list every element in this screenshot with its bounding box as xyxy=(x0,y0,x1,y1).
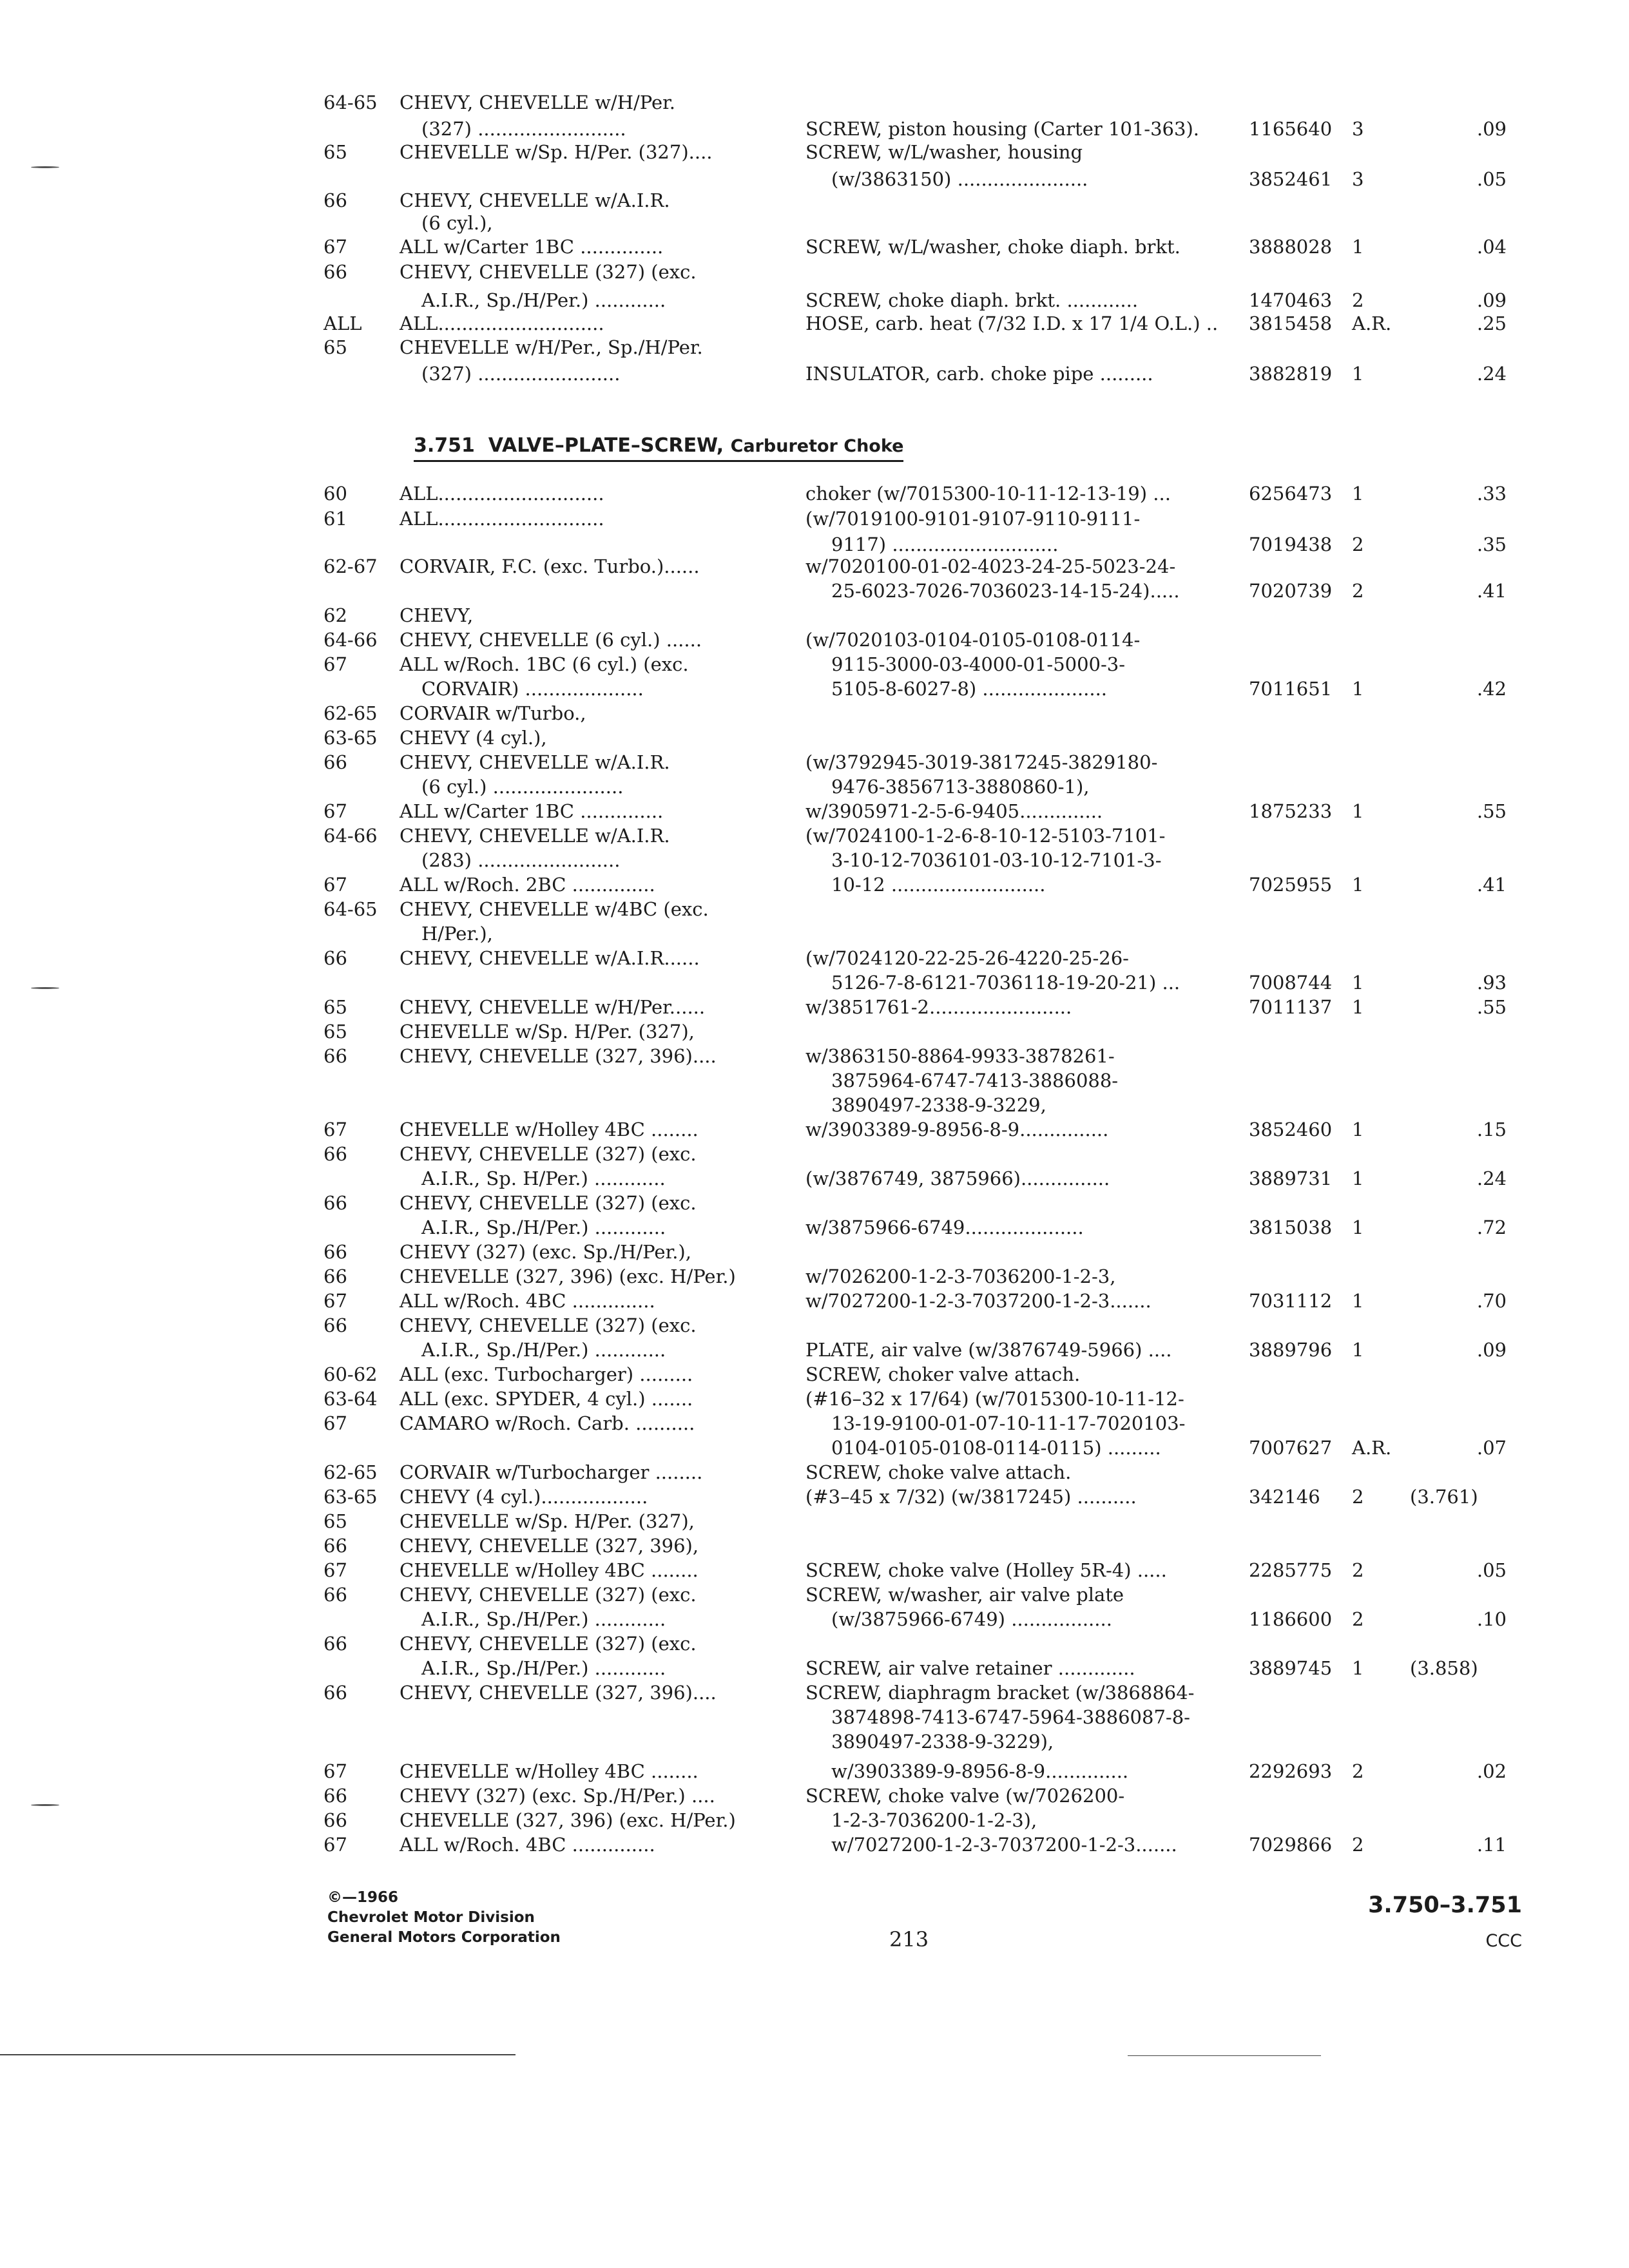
model-year: 60-62 xyxy=(323,1363,378,1385)
part-description: (w/7019100-9101-9107-9110-9111- xyxy=(805,508,1141,530)
part-description: SCREW, w/L/washer, housing xyxy=(805,141,1083,163)
application: CHEVELLE w/Sp. H/Per. (327), xyxy=(400,1021,695,1043)
model-year: 67 xyxy=(323,1559,347,1581)
scan-mark xyxy=(31,166,59,168)
quantity: 1 xyxy=(1352,1168,1364,1189)
part-number: 7029866 xyxy=(1249,1834,1333,1856)
quantity: 3 xyxy=(1352,118,1364,140)
model-year: 67 xyxy=(323,1119,347,1140)
application: ALL............................ xyxy=(400,483,604,505)
part-description: 3890497-2338-9-3229), xyxy=(831,1731,1054,1753)
part-number: 7031112 xyxy=(1249,1290,1333,1312)
part-number: 3889745 xyxy=(1249,1657,1333,1679)
section-range: 3.750–3.751 xyxy=(1368,1892,1522,1918)
part-number: 1186600 xyxy=(1249,1608,1333,1630)
part-description: w/3875966-6749.................... xyxy=(805,1216,1084,1238)
quantity: 1 xyxy=(1352,996,1364,1018)
model-year: ALL xyxy=(323,312,362,334)
part-number: 2292693 xyxy=(1249,1760,1333,1782)
application: CHEVY, CHEVELLE w/H/Per. xyxy=(400,91,676,113)
application: CHEVY, CHEVELLE w/H/Per...... xyxy=(400,996,706,1018)
model-year: 63-65 xyxy=(323,1486,378,1508)
application: CHEVY, CHEVELLE (6 cyl.) ...... xyxy=(400,629,702,651)
price: .93 xyxy=(1476,972,1507,994)
application: CHEVY (327) (exc. Sp./H/Per.), xyxy=(400,1241,691,1263)
part-number: 3852460 xyxy=(1249,1119,1333,1140)
application: CHEVY (327) (exc. Sp./H/Per.) .... xyxy=(400,1785,715,1807)
part-description: w/7027200-1-2-3-7037200-1-2-3....... xyxy=(805,1290,1152,1312)
model-year: 66 xyxy=(323,1785,347,1807)
bottom-rule-right xyxy=(1128,2055,1321,2056)
model-year: 66 xyxy=(323,1192,347,1214)
price: .09 xyxy=(1476,1339,1507,1361)
application: CHEVELLE w/Holley 4BC ........ xyxy=(400,1119,699,1140)
application: CHEVELLE w/Holley 4BC ........ xyxy=(400,1760,699,1782)
model-year: 67 xyxy=(323,874,347,896)
part-description: w/3851761-2........................ xyxy=(805,996,1072,1018)
part-description: (w/7024120-22-25-26-4220-25-26- xyxy=(805,947,1129,969)
model-year: 63-65 xyxy=(323,727,378,749)
model-year: 66 xyxy=(323,1584,347,1606)
part-description: SCREW, choke valve (Holley 5R-4) ..... xyxy=(805,1559,1167,1581)
part-description: w/3905971-2-5-6-9405.............. xyxy=(805,800,1103,822)
part-description: 3875964-6747-7413-3886088- xyxy=(831,1070,1119,1091)
application: CHEVY, CHEVELLE w/A.I.R. xyxy=(400,751,670,773)
part-description: SCREW, air valve retainer ............. xyxy=(805,1657,1135,1679)
part-description: (w/3876749, 3875966)............... xyxy=(805,1168,1110,1189)
application: A.I.R., Sp./H/Per.) ............ xyxy=(421,1608,666,1630)
part-description: 9117) ............................ xyxy=(831,533,1059,555)
application: CHEVY, CHEVELLE (327, 396).... xyxy=(400,1682,717,1704)
model-year: 67 xyxy=(323,653,347,675)
bottom-rule-left xyxy=(0,2054,516,2055)
application: CHEVY, xyxy=(400,604,474,626)
model-year: 66 xyxy=(323,751,347,773)
quantity: 1 xyxy=(1352,1657,1364,1679)
part-description: w/3903389-9-8956-8-9............... xyxy=(805,1119,1109,1140)
page-number: 213 xyxy=(889,1927,929,1952)
scan-mark xyxy=(31,987,59,989)
price: .02 xyxy=(1476,1760,1507,1782)
part-description: 3-10-12-7036101-03-10-12-7101-3- xyxy=(831,849,1162,871)
model-year: 61 xyxy=(323,508,347,530)
part-description: SCREW, choker valve attach. xyxy=(805,1363,1081,1385)
application: (327) ......................... xyxy=(421,118,626,140)
part-description: SCREW, diaphragm bracket (w/3868864- xyxy=(805,1682,1195,1704)
quantity: 2 xyxy=(1352,533,1364,555)
price: .25 xyxy=(1476,312,1507,334)
part-number: 7007627 xyxy=(1249,1437,1333,1459)
part-description: SCREW, choke valve (w/7026200- xyxy=(805,1785,1125,1807)
price: .09 xyxy=(1476,289,1507,311)
model-year: 66 xyxy=(323,1682,347,1704)
price: .72 xyxy=(1476,1216,1507,1238)
price: .05 xyxy=(1476,1559,1507,1581)
part-description: (#3–45 x 7/32) (w/3817245) .......... xyxy=(805,1486,1137,1508)
part-description: 0104-0105-0108-0114-0115) ......... xyxy=(831,1437,1161,1459)
application: ALL............................ xyxy=(400,312,604,334)
quantity: 1 xyxy=(1352,972,1364,994)
part-description: SCREW, choke valve attach. xyxy=(805,1461,1072,1483)
quantity: 2 xyxy=(1352,1760,1364,1782)
quantity: 2 xyxy=(1352,289,1364,311)
part-description: SCREW, w/washer, air valve plate xyxy=(805,1584,1124,1606)
part-number: 342146 xyxy=(1249,1486,1320,1508)
part-description: PLATE, air valve (w/3876749-5966) .... xyxy=(805,1339,1172,1361)
price: .70 xyxy=(1476,1290,1507,1312)
application: CORVAIR w/Turbocharger ........ xyxy=(400,1461,703,1483)
part-number: 1165640 xyxy=(1249,118,1333,140)
application: ALL w/Carter 1BC .............. xyxy=(400,236,664,258)
application: ALL w/Roch. 1BC (6 cyl.) (exc. xyxy=(400,653,689,675)
part-number: 6256473 xyxy=(1249,483,1333,505)
model-year: 62-65 xyxy=(323,1461,378,1483)
model-year: 64-66 xyxy=(323,629,378,651)
quantity: A.R. xyxy=(1352,312,1392,334)
model-year: 64-65 xyxy=(323,898,378,920)
model-year: 67 xyxy=(323,1290,347,1312)
part-number: 7011137 xyxy=(1249,996,1333,1018)
part-description: 3874898-7413-6747-5964-3886087-8- xyxy=(831,1706,1190,1728)
part-description: 10-12 .......................... xyxy=(831,874,1046,896)
application: CHEVELLE w/Sp. H/Per. (327), xyxy=(400,1510,695,1532)
part-number: 3882819 xyxy=(1249,363,1333,385)
price: .15 xyxy=(1476,1119,1507,1140)
part-number: 3889731 xyxy=(1249,1168,1333,1189)
model-year: 66 xyxy=(323,1314,347,1336)
quantity: 1 xyxy=(1352,1216,1364,1238)
part-number: 2285775 xyxy=(1249,1559,1333,1581)
application: CHEVY, CHEVELLE (327) (exc. xyxy=(400,1192,697,1214)
catalog-code: CCC xyxy=(1485,1931,1522,1951)
part-description: (#16–32 x 17/64) (w/7015300-10-11-12- xyxy=(805,1388,1184,1410)
part-description: choker (w/7015300-10-11-12-13-19) ... xyxy=(805,483,1171,505)
application: ALL w/Roch. 4BC .............. xyxy=(400,1834,655,1856)
application: CHEVY (4 cyl.), xyxy=(400,727,547,749)
part-description: 5126-7-8-6121-7036118-19-20-21) ... xyxy=(831,972,1181,994)
model-year: 65 xyxy=(323,141,347,163)
part-number: 7008744 xyxy=(1249,972,1333,994)
quantity: 1 xyxy=(1352,1339,1364,1361)
part-description: SCREW, w/L/washer, choke diaph. brkt. xyxy=(805,236,1181,258)
application: ALL w/Roch. 2BC .............. xyxy=(400,874,655,896)
model-year: 66 xyxy=(323,1143,347,1165)
price: (3.761) xyxy=(1410,1486,1478,1508)
application: CHEVELLE w/Holley 4BC ........ xyxy=(400,1559,699,1581)
part-description: w/3863150-8864-9933-3878261- xyxy=(805,1045,1115,1067)
application: CHEVY (4 cyl.).................. xyxy=(400,1486,648,1508)
model-year: 66 xyxy=(323,1045,347,1067)
price: .41 xyxy=(1476,874,1507,896)
section-number: 3.751 xyxy=(414,434,475,457)
price: (3.858) xyxy=(1410,1657,1478,1679)
quantity: 1 xyxy=(1352,1119,1364,1140)
part-number: 1470463 xyxy=(1249,289,1333,311)
price: .41 xyxy=(1476,580,1507,602)
division-name: Chevrolet Motor Division xyxy=(327,1909,535,1926)
part-number: 7020739 xyxy=(1249,580,1333,602)
application: CHEVY, CHEVELLE (327) (exc. xyxy=(400,261,697,283)
model-year: 66 xyxy=(323,1241,347,1263)
part-description: (w/3792945-3019-3817245-3829180- xyxy=(805,751,1158,773)
application: CAMARO w/Roch. Carb. .......... xyxy=(400,1412,695,1434)
model-year: 63-64 xyxy=(323,1388,378,1410)
part-description: SCREW, choke diaph. brkt. ............ xyxy=(805,289,1139,311)
part-description: SCREW, piston housing (Carter 101-363). xyxy=(805,118,1199,140)
section-subtitle: Carburetor Choke xyxy=(730,436,904,456)
application: CORVAIR, F.C. (exc. Turbo.)...... xyxy=(400,555,700,577)
model-year: 65 xyxy=(323,996,347,1018)
application: H/Per.), xyxy=(421,923,493,945)
model-year: 66 xyxy=(323,1809,347,1831)
quantity: 1 xyxy=(1352,483,1364,505)
model-year: 62-67 xyxy=(323,555,378,577)
part-description: (w/3875966-6749) ................. xyxy=(831,1608,1112,1630)
section-heading xyxy=(414,433,903,462)
quantity: 1 xyxy=(1352,874,1364,896)
quantity: 3 xyxy=(1352,168,1364,190)
part-description: w/7020100-01-02-4023-24-25-5023-24- xyxy=(805,555,1176,577)
corporation-name: General Motors Corporation xyxy=(327,1929,561,1946)
model-year: 65 xyxy=(323,1510,347,1532)
application: CHEVY, CHEVELLE w/A.I.R. xyxy=(400,825,670,847)
quantity: 1 xyxy=(1352,800,1364,822)
application: ALL w/Roch. 4BC .............. xyxy=(400,1290,655,1312)
part-description: HOSE, carb. heat (7/32 I.D. x 17 1/4 O.L.) .. xyxy=(805,312,1219,334)
application: CHEVY, CHEVELLE (327) (exc. xyxy=(400,1314,697,1336)
model-year: 67 xyxy=(323,236,347,258)
part-number: 1875233 xyxy=(1249,800,1333,822)
application: A.I.R., Sp./H/Per.) ............ xyxy=(421,289,666,311)
scan-mark xyxy=(31,1804,59,1806)
price: .24 xyxy=(1476,1168,1507,1189)
application: ALL............................ xyxy=(400,508,604,530)
quantity: 2 xyxy=(1352,1559,1364,1581)
application: CORVAIR) .................... xyxy=(421,678,644,700)
application: CHEVY, CHEVELLE w/A.I.R. xyxy=(400,189,670,211)
model-year: 60 xyxy=(323,483,347,505)
model-year: 65 xyxy=(323,336,347,358)
model-year: 66 xyxy=(323,1265,347,1287)
application: A.I.R., Sp. H/Per.) ............ xyxy=(421,1168,666,1189)
application: (6 cyl.) ...................... xyxy=(421,776,624,798)
quantity: 2 xyxy=(1352,1608,1364,1630)
part-description: w/7027200-1-2-3-7037200-1-2-3....... xyxy=(831,1834,1177,1856)
application: CHEVY, CHEVELLE (327) (exc. xyxy=(400,1143,697,1165)
price: .55 xyxy=(1476,800,1507,822)
model-year: 66 xyxy=(323,1535,347,1557)
part-description: 9115-3000-03-4000-01-5000-3- xyxy=(831,653,1126,675)
part-description: (w/7024100-1-2-6-8-10-12-5103-7101- xyxy=(805,825,1166,847)
price: .05 xyxy=(1476,168,1507,190)
application: CHEVY, CHEVELLE (327, 396).... xyxy=(400,1045,717,1067)
application: CHEVELLE (327, 396) (exc. H/Per.) xyxy=(400,1265,736,1287)
quantity: 1 xyxy=(1352,363,1364,385)
model-year: 66 xyxy=(323,947,347,969)
part-description: 5105-8-6027-8) ..................... xyxy=(831,678,1108,700)
model-year: 67 xyxy=(323,1834,347,1856)
price: .33 xyxy=(1476,483,1507,505)
part-description: (w/3863150) ...................... xyxy=(831,168,1088,190)
model-year: 62 xyxy=(323,604,347,626)
publisher-block xyxy=(327,1888,561,1948)
application: ALL w/Carter 1BC .............. xyxy=(400,800,664,822)
part-description: 25-6023-7026-7036023-14-15-24)..... xyxy=(831,580,1180,602)
model-year: 64-66 xyxy=(323,825,378,847)
price: .35 xyxy=(1476,533,1507,555)
quantity: 2 xyxy=(1352,580,1364,602)
quantity: A.R. xyxy=(1352,1437,1392,1459)
application: A.I.R., Sp./H/Per.) ............ xyxy=(421,1339,666,1361)
part-number: 3815458 xyxy=(1249,312,1333,334)
part-description: w/3903389-9-8956-8-9.............. xyxy=(831,1760,1129,1782)
part-number: 3889796 xyxy=(1249,1339,1333,1361)
model-year: 66 xyxy=(323,261,347,283)
application: A.I.R., Sp./H/Per.) ............ xyxy=(421,1216,666,1238)
price: .04 xyxy=(1476,236,1507,258)
part-description: INSULATOR, carb. choke pipe ......... xyxy=(805,363,1153,385)
price: .24 xyxy=(1476,363,1507,385)
model-year: 66 xyxy=(323,189,347,211)
part-description: w/7026200-1-2-3-7036200-1-2-3, xyxy=(805,1265,1116,1287)
model-year: 67 xyxy=(323,800,347,822)
model-year: 67 xyxy=(323,1412,347,1434)
section-title: VALVE–PLATE–SCREW, xyxy=(488,434,724,457)
price: .10 xyxy=(1476,1608,1507,1630)
application: CHEVY, CHEVELLE w/A.I.R...... xyxy=(400,947,700,969)
model-year: 64-65 xyxy=(323,91,378,113)
quantity: 1 xyxy=(1352,1290,1364,1312)
quantity: 2 xyxy=(1352,1834,1364,1856)
application: CHEVY, CHEVELLE (327) (exc. xyxy=(400,1633,697,1655)
part-description: 3890497-2338-9-3229, xyxy=(831,1094,1046,1116)
price: .09 xyxy=(1476,118,1507,140)
application: CHEVELLE w/H/Per., Sp./H/Per. xyxy=(400,336,703,358)
application: CHEVELLE (327, 396) (exc. H/Per.) xyxy=(400,1809,736,1831)
price: .42 xyxy=(1476,678,1507,700)
application: (327) ........................ xyxy=(421,363,621,385)
application: CHEVELLE w/Sp. H/Per. (327).... xyxy=(400,141,713,163)
part-number: 3815038 xyxy=(1249,1216,1333,1238)
model-year: 66 xyxy=(323,1633,347,1655)
model-year: 67 xyxy=(323,1760,347,1782)
part-number: 7019438 xyxy=(1249,533,1333,555)
application: CHEVY, CHEVELLE (327, 396), xyxy=(400,1535,699,1557)
model-year: 65 xyxy=(323,1021,347,1043)
part-number: 3852461 xyxy=(1249,168,1333,190)
part-description: 1-2-3-7036200-1-2-3), xyxy=(831,1809,1037,1831)
price: .07 xyxy=(1476,1437,1507,1459)
part-number: 7011651 xyxy=(1249,678,1333,700)
application: (283) ........................ xyxy=(421,849,621,871)
application: CHEVY, CHEVELLE (327) (exc. xyxy=(400,1584,697,1606)
application: ALL (exc. SPYDER, 4 cyl.) ....... xyxy=(400,1388,693,1410)
application: CHEVY, CHEVELLE w/4BC (exc. xyxy=(400,898,709,920)
part-number: 3888028 xyxy=(1249,236,1333,258)
part-description: 9476-3856713-3880860-1), xyxy=(831,776,1090,798)
price: .55 xyxy=(1476,996,1507,1018)
quantity: 2 xyxy=(1352,1486,1364,1508)
quantity: 1 xyxy=(1352,678,1364,700)
part-description: 13-19-9100-01-07-10-11-17-7020103- xyxy=(831,1412,1186,1434)
copyright: ©—1966 xyxy=(327,1889,399,1906)
application: CORVAIR w/Turbo., xyxy=(400,702,586,724)
application: ALL (exc. Turbocharger) ......... xyxy=(400,1363,693,1385)
part-description: (w/7020103-0104-0105-0108-0114- xyxy=(805,629,1141,651)
part-number: 7025955 xyxy=(1249,874,1333,896)
price: .11 xyxy=(1476,1834,1507,1856)
model-year: 62-65 xyxy=(323,702,378,724)
quantity: 1 xyxy=(1352,236,1364,258)
application: A.I.R., Sp./H/Per.) ............ xyxy=(421,1657,666,1679)
application: (6 cyl.), xyxy=(421,212,493,234)
